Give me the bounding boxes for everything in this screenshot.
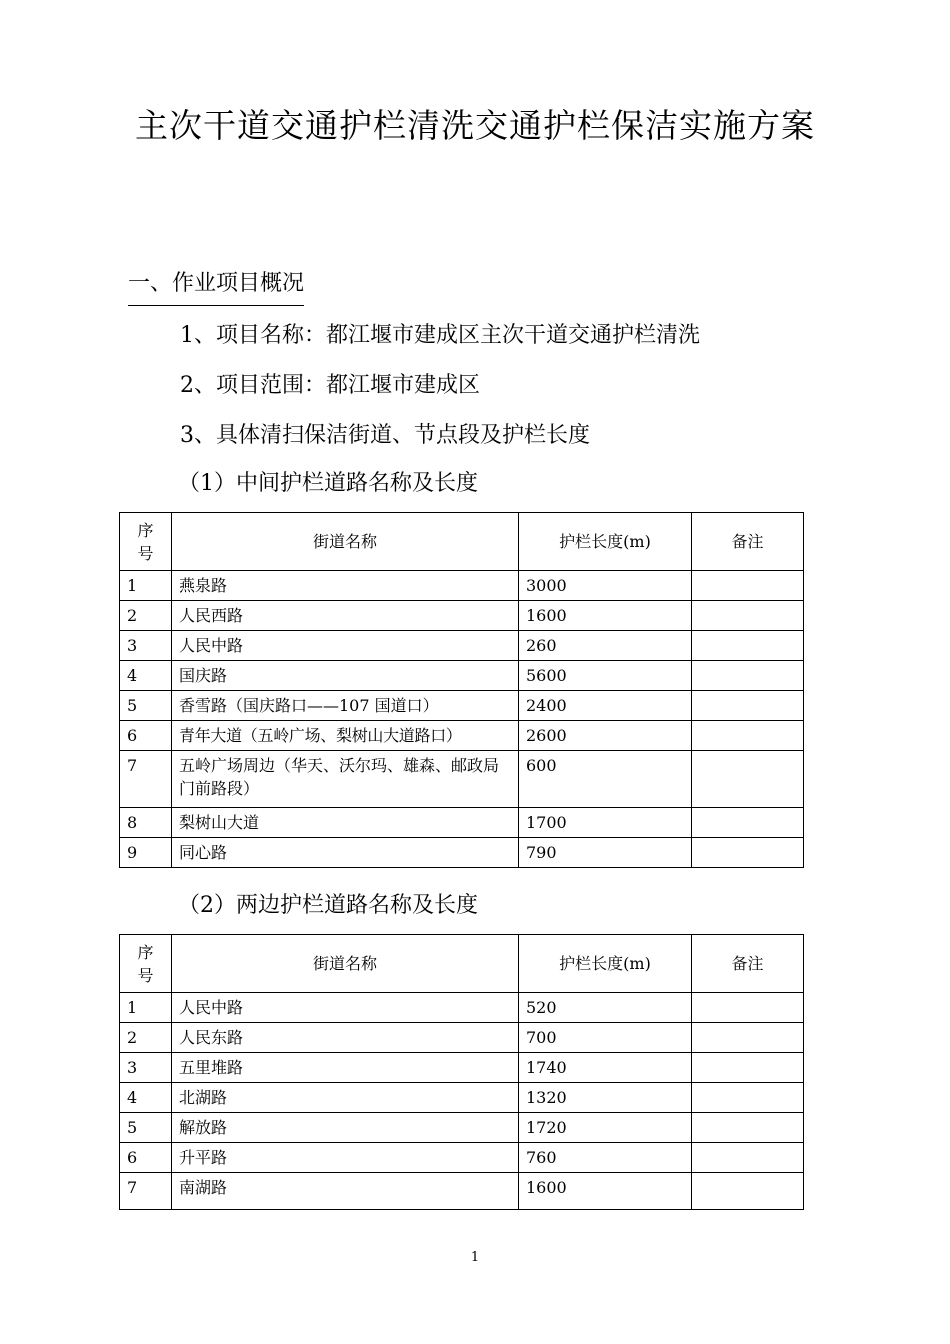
table-row <box>120 1143 804 1173</box>
project-name-line: 1、项目名称：都江堰市建成区主次干道交通护栏清洗 <box>180 323 700 348</box>
cell-index: 7 <box>120 751 172 808</box>
header-length: 护栏长度(m) <box>519 513 692 571</box>
cell-index: 2 <box>120 601 172 631</box>
table-row <box>120 691 804 721</box>
cell-length: 2600 <box>519 721 692 751</box>
table-row <box>120 751 804 808</box>
cell-remarks <box>692 808 804 838</box>
cell-remarks <box>692 1143 804 1173</box>
header-index: 序 号 <box>120 935 172 993</box>
cell-length: 790 <box>519 838 692 868</box>
table-row <box>120 838 804 868</box>
cell-remarks <box>692 571 804 601</box>
cell-street: 燕泉路 <box>172 571 519 601</box>
cell-length: 520 <box>519 993 692 1023</box>
cell-index: 5 <box>120 691 172 721</box>
table-row <box>120 571 804 601</box>
cell-remarks <box>692 601 804 631</box>
median-guardrail-table <box>119 512 804 868</box>
document-title: 主次干道交通护栏清洗交通护栏保洁实施方案 <box>135 106 815 145</box>
cell-length: 3000 <box>519 571 692 601</box>
project-scope-line: 2、项目范围：都江堰市建成区 <box>180 373 480 398</box>
cell-index: 7 <box>120 1173 172 1210</box>
table-row <box>120 1173 804 1210</box>
cell-remarks <box>692 721 804 751</box>
cell-length: 5600 <box>519 661 692 691</box>
cell-street: 香雪路（国庆路口——107 国道口） <box>172 691 519 721</box>
header-street-name: 街道名称 <box>172 935 519 993</box>
cell-length: 1600 <box>519 601 692 631</box>
cell-remarks <box>692 691 804 721</box>
cell-remarks <box>692 631 804 661</box>
table-row <box>120 1053 804 1083</box>
table-header-row <box>120 513 804 571</box>
table2-caption: （2）两边护栏道路名称及长度 <box>178 893 478 918</box>
cell-street: 升平路 <box>172 1143 519 1173</box>
table-row <box>120 1023 804 1053</box>
cell-index: 2 <box>120 1023 172 1053</box>
table-header-row <box>120 935 804 993</box>
cell-index: 4 <box>120 1083 172 1113</box>
cell-street: 五岭广场周边（华天、沃尔玛、雄森、邮政局门前路段） <box>172 751 519 808</box>
page-number: 1 <box>470 1250 480 1265</box>
cell-length: 700 <box>519 1023 692 1053</box>
cell-length: 1600 <box>519 1173 692 1210</box>
cell-length: 2400 <box>519 691 692 721</box>
cell-street: 人民西路 <box>172 601 519 631</box>
cell-remarks <box>692 751 804 808</box>
table-row <box>120 721 804 751</box>
cell-length: 1740 <box>519 1053 692 1083</box>
cell-index: 6 <box>120 721 172 751</box>
cell-index: 1 <box>120 571 172 601</box>
cell-index: 6 <box>120 1143 172 1173</box>
cell-street: 南湖路 <box>172 1173 519 1210</box>
cell-index: 1 <box>120 993 172 1023</box>
cell-street: 解放路 <box>172 1113 519 1143</box>
cell-street: 人民东路 <box>172 1023 519 1053</box>
cell-index: 9 <box>120 838 172 868</box>
cell-remarks <box>692 993 804 1023</box>
table-row <box>120 993 804 1023</box>
cell-index: 3 <box>120 631 172 661</box>
cell-street: 人民中路 <box>172 993 519 1023</box>
table-row <box>120 808 804 838</box>
cell-street: 北湖路 <box>172 1083 519 1113</box>
cell-remarks <box>692 1023 804 1053</box>
cell-remarks <box>692 1053 804 1083</box>
cell-remarks <box>692 1113 804 1143</box>
cell-street: 五里堆路 <box>172 1053 519 1083</box>
header-remarks: 备注 <box>692 513 804 571</box>
cell-length: 260 <box>519 631 692 661</box>
cell-street: 国庆路 <box>172 661 519 691</box>
cell-remarks <box>692 1083 804 1113</box>
cleaning-detail-line: 3、具体清扫保洁街道、节点段及护栏长度 <box>180 423 590 448</box>
table1-caption: （1）中间护栏道路名称及长度 <box>178 471 478 496</box>
cell-index: 4 <box>120 661 172 691</box>
cell-street: 梨树山大道 <box>172 808 519 838</box>
cell-length: 760 <box>519 1143 692 1173</box>
cell-street: 同心路 <box>172 838 519 868</box>
table-row <box>120 1113 804 1143</box>
header-length: 护栏长度(m) <box>519 935 692 993</box>
cell-street: 人民中路 <box>172 631 519 661</box>
header-street-name: 街道名称 <box>172 513 519 571</box>
cell-index: 3 <box>120 1053 172 1083</box>
cell-index: 8 <box>120 808 172 838</box>
cell-length: 600 <box>519 751 692 808</box>
cell-remarks <box>692 838 804 868</box>
cell-length: 1720 <box>519 1113 692 1143</box>
cell-length: 1320 <box>519 1083 692 1113</box>
side-guardrail-table <box>119 934 804 1210</box>
header-index: 序 号 <box>120 513 172 571</box>
section-heading: 一、作业项目概况 <box>128 266 304 306</box>
table-row <box>120 661 804 691</box>
header-remarks: 备注 <box>692 935 804 993</box>
cell-remarks <box>692 1173 804 1210</box>
cell-index: 5 <box>120 1113 172 1143</box>
table-row <box>120 1083 804 1113</box>
cell-remarks <box>692 661 804 691</box>
table-row <box>120 601 804 631</box>
cell-length: 1700 <box>519 808 692 838</box>
table-row <box>120 631 804 661</box>
cell-street: 青年大道（五岭广场、梨树山大道路口） <box>172 721 519 751</box>
